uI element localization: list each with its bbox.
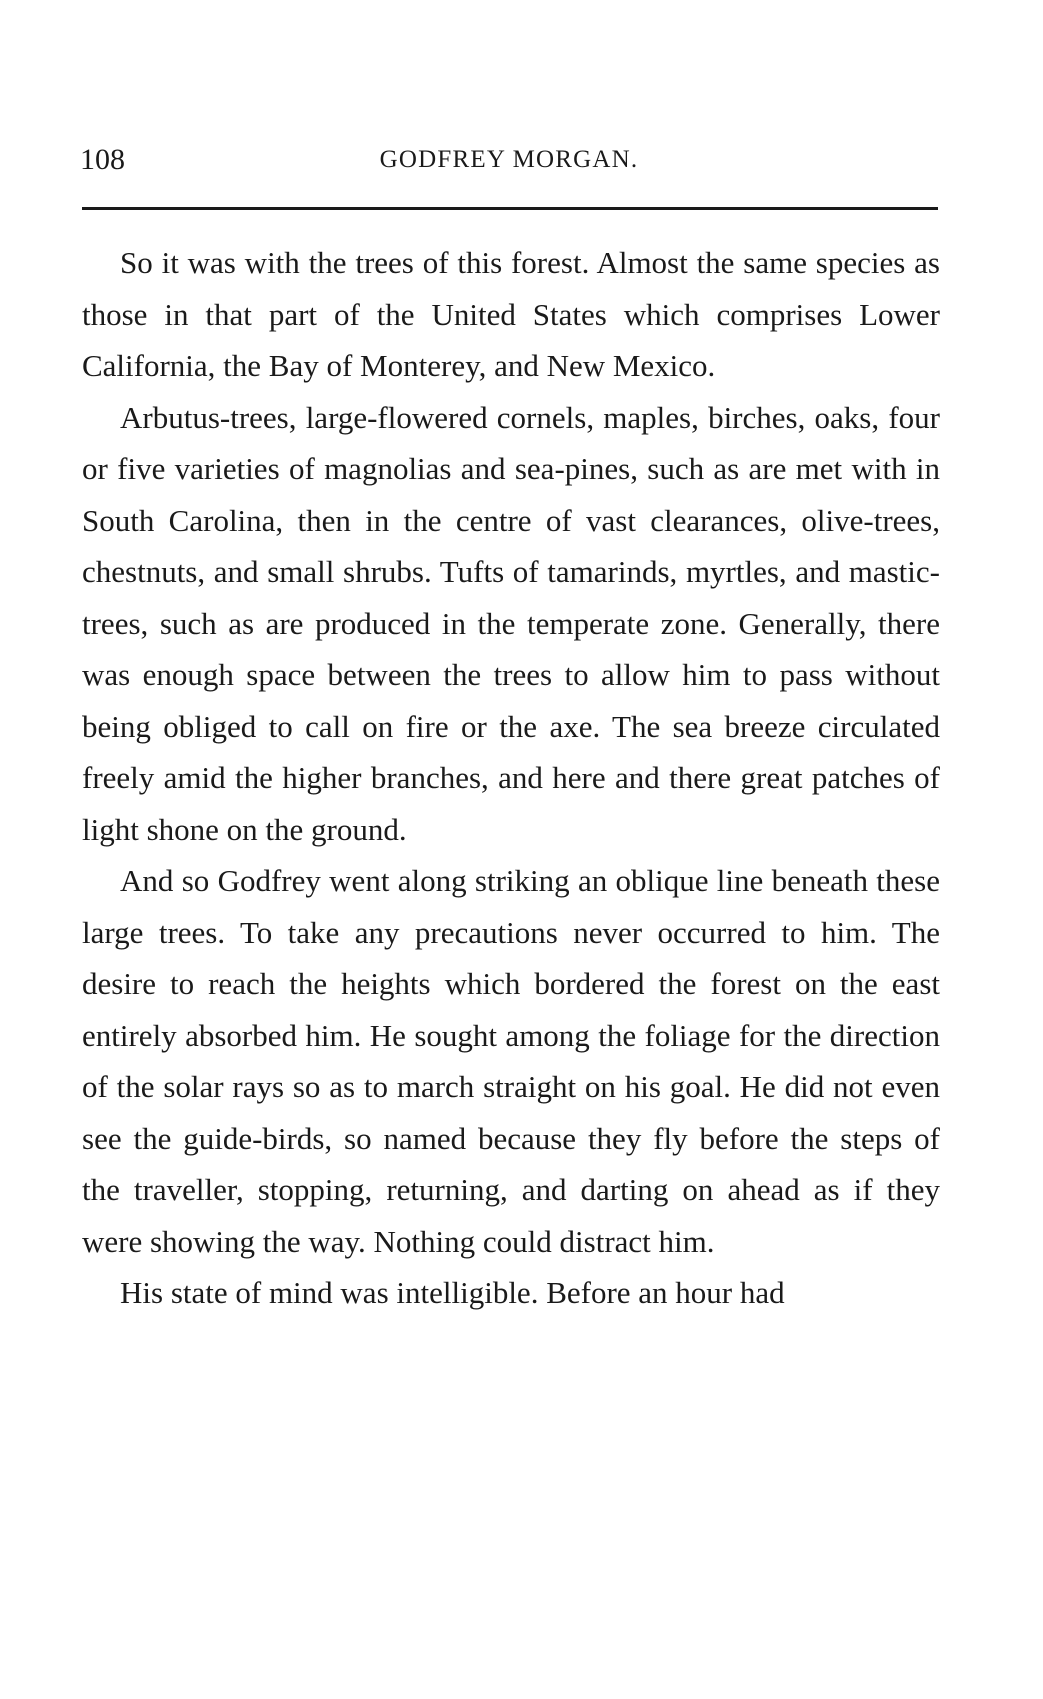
page-number: 108 — [80, 143, 125, 176]
header-rule — [82, 207, 938, 210]
paragraph-3: And so Godfrey went along striking an oblique line beneath these large trees. To take any precautions never occurred to him. The desire to reach the heights which bordered the forest on the east entirely absorbed him. He sought among the foliage for the direction of the solar rays so as to march straight on his goal. He did not even see the guide-birds, so named because they fly before the steps of the traveller, stopping, returning, and darting on ahead as if they were showing the way. Nothing could distract him. — [82, 863, 940, 1259]
paragraph-4: His state of mind was intelligible. Before an hour had — [120, 1275, 785, 1310]
running-head — [80, 140, 938, 180]
body-text — [82, 237, 940, 1319]
running-title: GODFREY MORGAN. — [379, 146, 639, 173]
paragraph-2: Arbutus-trees, large-flowered cornels, maples, birches, oaks, four or five varieties of magnolias and sea-pines, such as are met with in South Carolina, then in the centre of vast clearances, olive-trees, chestnuts, and small shrubs. Tufts of tamarinds, myrtles, and mastic-trees, such as are produced in the temperate zone. Generally, there was enough space between the trees to allow him to pass without being obliged to call on fire or the axe. The sea breeze circulated freely amid the higher branches, and here and there great patches of light shone on the ground. — [82, 399, 940, 847]
paragraph-1: So it was with the trees of this forest. Almost the same species as those in that part of the United States which comprises Lower California, the Bay of Monterey, and New Mexico. — [82, 245, 940, 383]
